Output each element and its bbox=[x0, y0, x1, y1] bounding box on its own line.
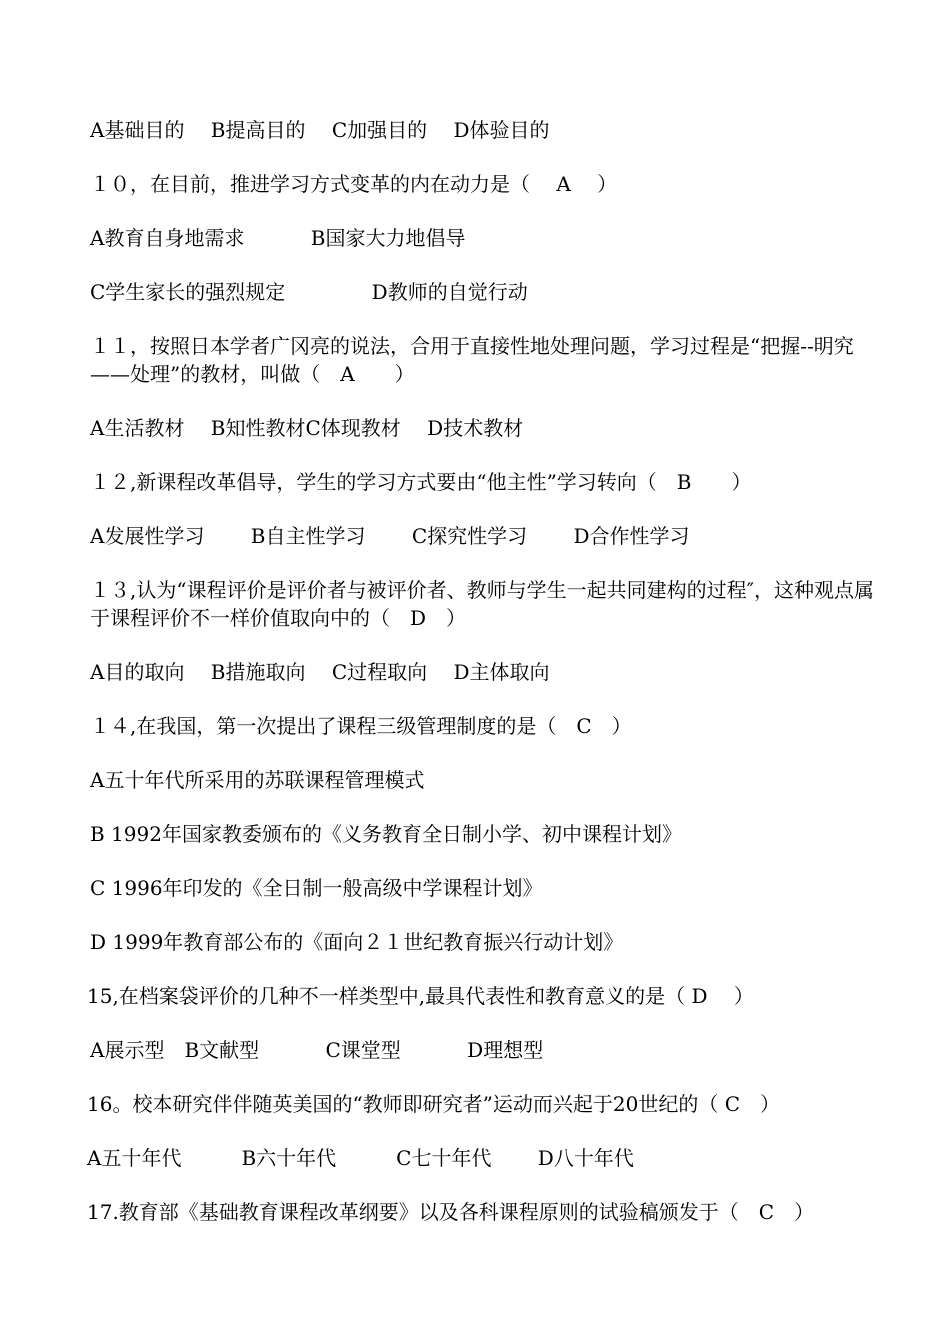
question-17: 17.教育部《基础教育课程改革纲要》以及各科课程原则的试验稿颁发于（ C ） bbox=[87, 1200, 815, 1224]
options-q9: A基础目的 B提高目的 C加强目的 D体验目的 bbox=[90, 118, 550, 142]
option-q14-d: D 1999年教育部公布的《面向２１世纪教育振兴行动计划》 bbox=[90, 930, 624, 954]
options-q16: A五十年代 B六十年代 C七十年代 D八十年代 bbox=[87, 1146, 634, 1170]
options-q11: A生活教材 B知性教材C体现教材 D技术教材 bbox=[90, 416, 524, 440]
options-q12: A发展性学习 B自主性学习 C探究性学习 D合作性学习 bbox=[90, 524, 690, 548]
question-12: １２,新课程改革倡导，学生的学习方式要由“他主性”学习转向（ B ） bbox=[90, 470, 752, 494]
question-16: 16。校本研究伴伴随英美国的“教师即研究者”运动而兴起于20世纪的（ C ） bbox=[87, 1092, 781, 1116]
question-14: １４,在我国，第一次提出了课程三级管理制度的是（ C ） bbox=[90, 714, 632, 738]
options-q13: A目的取向 B措施取向 C过程取向 D主体取向 bbox=[90, 660, 550, 684]
question-13: １３,认为“课程评价是评价者与被评价者、教师与学生一起共同建构的过程″，这种观点属于课程评价不一样价值取向中的（ D ） bbox=[90, 578, 875, 630]
options-q10-row1: A教育自身地需求 B国家大力地倡导 bbox=[90, 226, 466, 250]
options-q15: A展示型 B文献型 C课堂型 D理想型 bbox=[90, 1038, 544, 1062]
option-q14-a: A五十年代所采用的苏联课程管理模式 bbox=[90, 768, 425, 792]
option-q14-b: B 1992年国家教委颁布的《义务教育全日制小学、初中课程计划》 bbox=[90, 822, 682, 846]
options-q10-row2: C学生家长的强烈规定 D教师的自觉行动 bbox=[90, 280, 528, 304]
question-11: １１，按照日本学者广冈亮的说法，合用于直接性地处理问题，学习过程是“把握--明究——处理”的教材，叫做（ A ） bbox=[90, 334, 854, 386]
question-10: １０，在目前，推进学习方式变革的内在动力是（ A ） bbox=[90, 172, 618, 196]
question-15: 15,在档案袋评价的几种不一样类型中,最具代表性和教育意义的是（ D ） bbox=[87, 984, 754, 1008]
option-q14-c: C 1996年印发的《全日制一般高级中学课程计划》 bbox=[90, 876, 543, 900]
